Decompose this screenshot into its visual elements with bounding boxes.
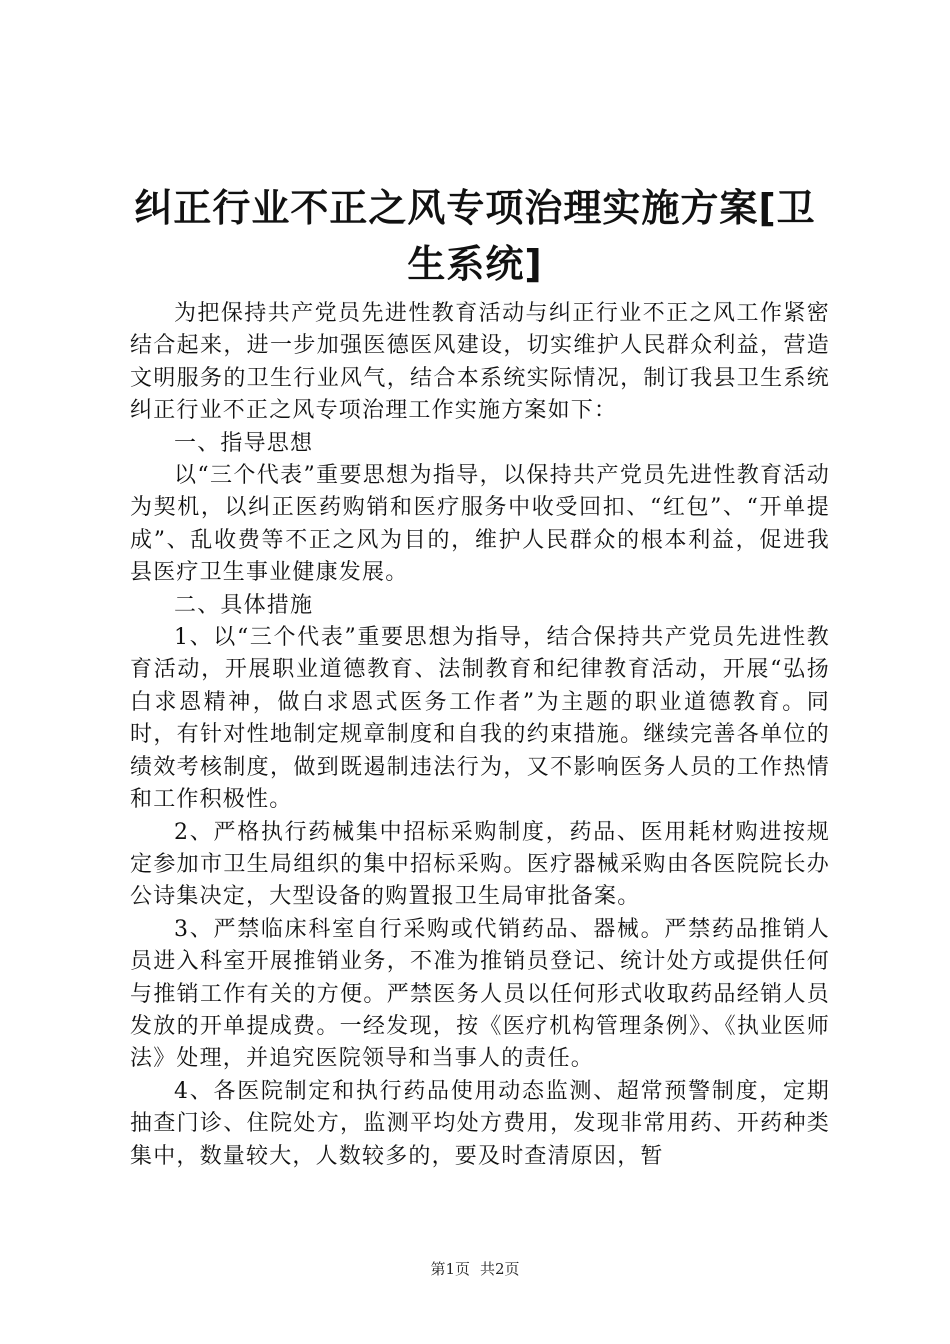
page-number: 第1页	[430, 1260, 470, 1278]
paragraph-measure-4: 4、各医院制定和执行药品使用动态监测、超常预警制度，定期抽查门诊、住院处方，监测平均处方费用，发现非常用药、开药种类集中，数量较大，人数较多的，要及时查清原因，暂	[130, 1078, 830, 1169]
document-title: 纠正行业不正之风专项治理实施方案[卫生系统]	[134, 186, 816, 286]
paragraph-intro: 为把保持共产党员先进性教育活动与纠正行业不正之风工作紧密结合起来，进一步加强医德医风建设，切实维护人民群众利益，营造文明服务的卫生行业风气，结合本系统实际情况，制订我县卫生系统纠正行业不正之风专项治理工作实施方案如下：	[130, 301, 830, 424]
paragraph-measure-2: 2、严格执行药械集中招标采购制度，药品、医用耗材购进按规定参加市卫生局组织的集中招标采购。医疗器械采购由各医院院长办公诗集决定，大型设备的购置报卫生局审批备案。	[130, 819, 830, 910]
paragraph-guiding-thought: 以“三个代表”重要思想为指导，以保持共产党员先进性教育活动为契机，以纠正医药购销和医疗服务中收受回扣、“红包”、“开单提成”、乱收费等不正之风为目的，维护人民群众的根本利益，促进我县医疗卫生事业健康发展。	[130, 463, 830, 586]
document-body	[130, 298, 830, 1173]
paragraph-measure-1: 1、以“三个代表”重要思想为指导，结合保持共产党员先进性教育活动，开展职业道德教育、法制教育和纪律教育活动，开展“弘扬白求恩精神，做白求恩式医务工作者”为主题的职业道德教育。同时，有针对性地制定规章制度和自我的约束措施。继续完善各单位的绩效考核制度，做到既遏制违法行为，又不影响医务人员的工作热情和工作积极性。	[130, 625, 830, 813]
paragraph-measure-3: 3、严禁临床科室自行采购或代销药品、器械。严禁药品推销人员进入科室开展推销业务，不准为推销员登记、统计处方或提供任何与推销工作有关的方便。严禁医务人员以任何形式收取药品经销人员发放的开单提成费。一经发现，按《医疗机构管理条例》、《执业医师法》处理，并追究医院领导和当事人的责任。	[130, 916, 830, 1072]
page-footer	[0, 1258, 950, 1279]
page-total: 共2页	[480, 1260, 520, 1278]
section-heading-guiding-thought: 一、指导思想	[174, 430, 314, 456]
section-heading-measures: 二、具体措施	[174, 592, 314, 618]
